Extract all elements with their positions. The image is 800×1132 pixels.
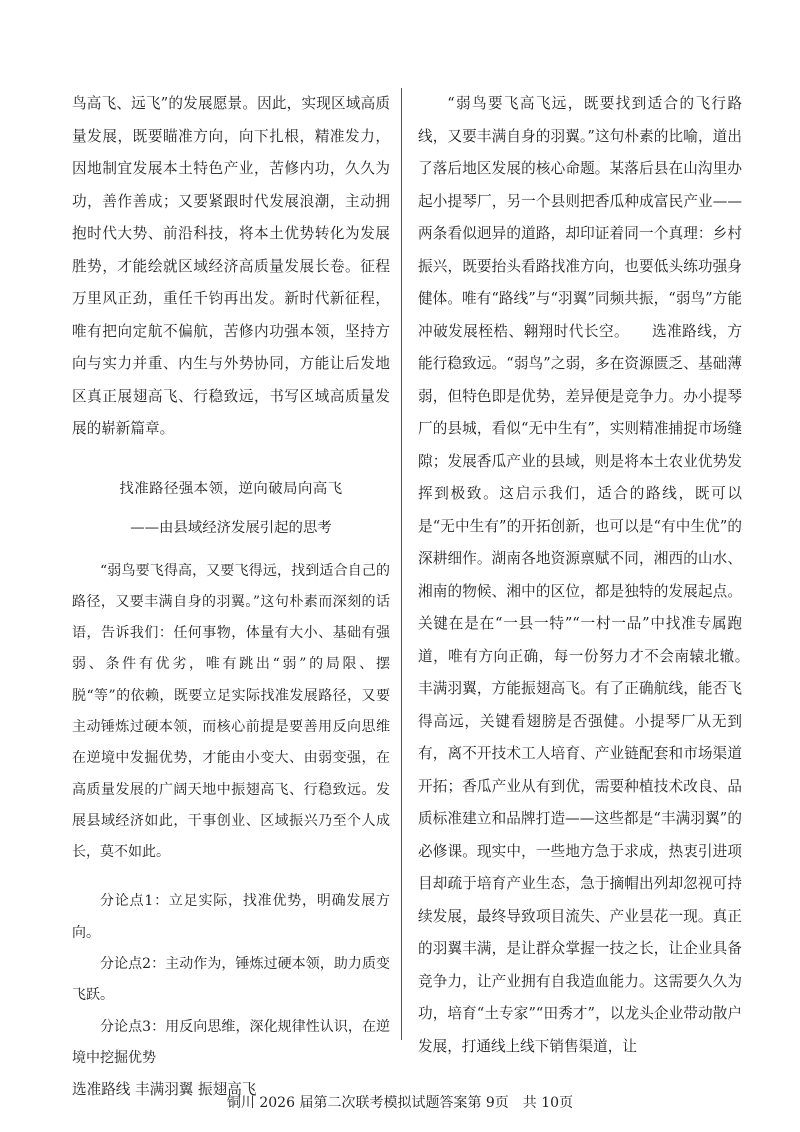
intro-paragraph: 鸟高飞、远飞”的发展愿景。因此，实现区域高质量发展，既要瞄准方向，向下扎根，精准发力，因地制宜发展本土特色产业，苦修内功，久久为功，善作善成；又要紧跟时代发展浪潮，主动拥抱时代大势、前沿科技，将本土优势转化为发展胜势，才能绘就区域经济高质量发展长卷。征程万里风正劲，重任千钧再出发。新时代新征程，唯有把向定航不偏航，苦修内功强本领，坚持方向与实力并重、内生与外势协同，方能让后发地区真正展翅高飞、行稳致远，书写区域高质量发展的崭新篇章。 [72,95,390,437]
essay-title: 找准路径强本领，逆向破局向高飞 [119,480,343,497]
argument-point-2: 分论点2：主动作为，锤炼过硬本领，助力质变飞跃。 [72,956,390,1004]
keywords-line: 选准路线 丰满羽翼 振翅高飞 [72,1081,257,1099]
argument-point-1: 分论点1：立足实际，找准优势，明确发展方向。 [72,893,390,941]
essay-body: “弱鸟要飞得高，又要飞得远，找到适合自己的路径，又要丰满自身的羽翼。”这句朴素而深刻的话语，告诉我们：任何事物，体量有大小、基础有强弱、条件有优劣，唯有跳出“弱”的局限、摆脱“等”的依赖，既要立足实际找准发展路径，又要主动锤炼过硬本领，而核心前提是要善用反向思维在逆境中发掘优势，才能由小变大、由弱变强，在高质量发展的广阔天地中振翅高飞、行稳致远。发展县域经济如此，干事创业、区域振兴乃至个人成长，莫不如此。 [72,562,390,861]
left-column [72,88,390,1107]
right-column [418,88,772,1063]
page-footer: 铜川 2026 届第二次联考模拟试题答案第 9页 共 10页 [226,1095,574,1111]
essay-subtitle: ——由县域经济发展引起的思考 [130,519,332,536]
column-divider [401,88,402,1040]
right-body-paragraph: “弱鸟要飞高飞远，既要找到适合的飞行路线，又要丰满自身的羽翼。”这句朴素的比喻，道出了落后地区发展的核心命题。某落后县在山沟里办起小提琴厂，另一个县则把香瓜种成富民产业——两条看似迥异的道路，却印证着同一个真理：乡村振兴，既要抬头看路找准方向，也要低头练功强身健体。唯有“路线”与“羽翼”同频共振，“弱鸟”方能冲破发展桎梏、翱翔时代长空。 选准路线，方能行稳致远。“弱鸟”之弱，多在资源匮乏、基础薄弱，但特色即是优势，差异便是竞争力。办小提琴厂的县城，看似“无中生有”，实则精准捕捉市场缝隙；发展香瓜产业的县域，则是将本土农业优势发挥到极致。这启示我们，适合的路线，既可以是“无中生有”的开拓创新，也可以是“有中生优”的深耕细作。湖南各地资源禀赋不同，湘西的山水、湘南的物候、湘中的区位，都是独特的发展起点。关键在是在“一县一特”“一村一品”中找准专属跑道，唯有方向正确，每一份努力才不会南辕北辙。 丰满羽翼，方能振翅高飞。有了正确航线，能否飞得高远，关键看翅膀是否强健。小提琴厂从无到有，离不开技术工人培育、产业链配套和市场渠道开拓；香瓜产业从有到优，需要种植技术改良、品质标准建立和品牌打造——这些都是“丰满羽翼”的必修课。现实中，一些地方急于求成，热衷引进项目却疏于培育产业生态，急于摘帽出列却忽视可持续发展，最终导致项目流失、产业昙花一现。真正的羽翼丰满，是让群众掌握一技之长，让企业具备竞争力，让产业拥有自我造血能力。这需要久久为功，培育“土专家”“田秀才”，以龙头企业带动散户发展，打通线上线下销售渠道，让 [418,95,772,1055]
argument-point-3: 分论点3：用反向思维，深化规律性认识，在逆境中挖掘优势 [72,1018,390,1066]
